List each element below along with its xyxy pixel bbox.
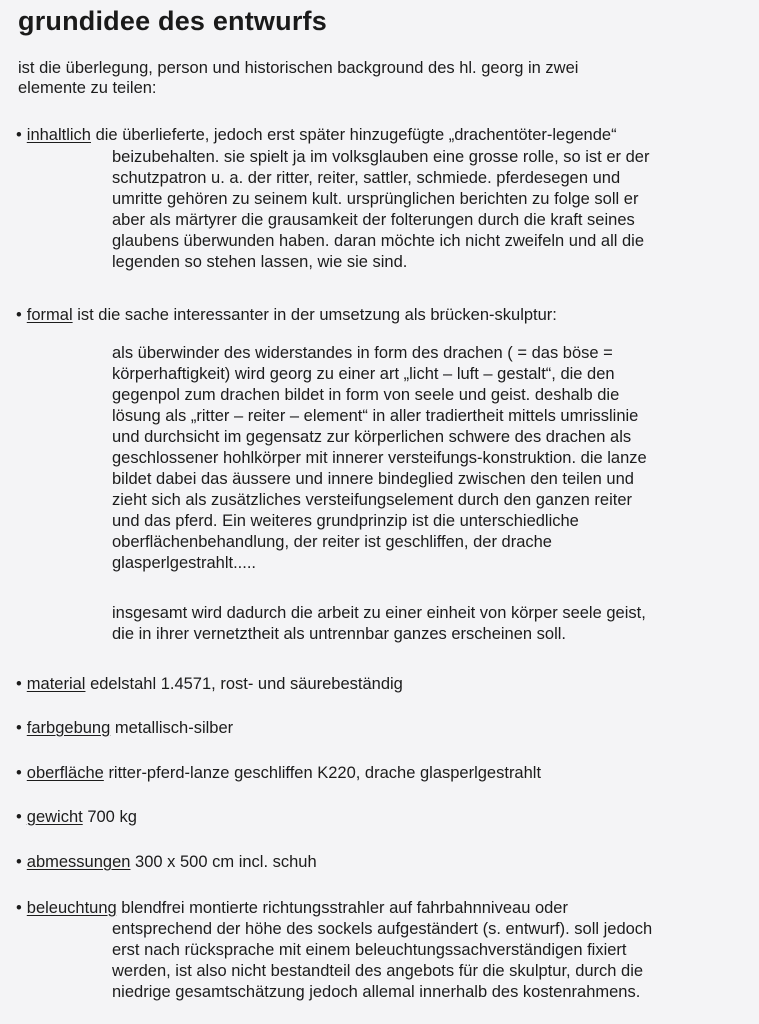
- body-line: als überwinder des widerstandes in form des drachen ( = das böse =: [112, 344, 613, 362]
- beleuchtung-first-line: blendfrei montierte richtungsstrahler auf fahrbahnniveau oder: [121, 899, 568, 917]
- keyword-beleuchtung: beleuchtung: [26, 899, 117, 917]
- keyword-farbgebung: farbgebung: [26, 719, 111, 737]
- body-line: oberflächenbehandlung, der reiter ist geschliffen, der drache: [112, 533, 552, 551]
- keyword-material: material: [26, 675, 86, 693]
- body-line: gegenpol zum drachen bildet in form von seele und geist. deshalb die: [112, 386, 620, 404]
- keyword-abmessungen: abmessungen: [26, 853, 131, 871]
- formal-paragraph-1: [112, 343, 742, 574]
- bullet-dot-icon: •: [16, 764, 22, 782]
- keyword-inhaltlich: inhaltlich: [26, 126, 91, 144]
- bullet-dot-icon: •: [16, 306, 22, 324]
- formal-first-line: ist die sache interessanter in der umsetzung als brücken-skulptur:: [77, 306, 557, 324]
- body-line: umritte gehören zu seinem kult. ursprünglichen berichten zu folge soll er: [112, 190, 639, 208]
- body-line: und durchsicht im gegensatz zur körperlichen schwere des drachen als: [112, 428, 632, 446]
- body-line: und das pferd. Ein weiteres grundprinzip ist die unterschiedliche: [112, 512, 579, 530]
- spec-value: edelstahl 1.4571, rost- und säurebeständig: [90, 675, 403, 693]
- bullet-inhaltlich: [16, 125, 617, 145]
- body-line: körperhaftigkeit) wird georg zu einer art „licht – luft – gestalt“, die den: [112, 365, 615, 383]
- keyword-gewicht: gewicht: [26, 808, 83, 826]
- body-line: zieht sich als zusätzliches versteifungselement durch den ganzen reiter: [112, 491, 633, 509]
- inhaltlich-first-line: die überlieferte, jedoch erst später hinzugefügte „drachentöter-legende“: [95, 126, 617, 144]
- body-line: schutzpatron u. a. der ritter, reiter, sattler, schmiede. pferdesegen und: [112, 169, 621, 187]
- body-line: niedrige gesamtschätzung jedoch allemal innerhalb des kostenrahmens.: [112, 983, 641, 1001]
- body-line: werden, ist also nicht bestandteil des angebots für die skulptur, durch die: [112, 962, 644, 980]
- body-line: insgesamt wird dadurch die arbeit zu einer einheit von körper seele geist,: [112, 604, 646, 622]
- body-line: legenden so stehen lassen, wie sie sind.: [112, 253, 408, 271]
- body-line: lösung als „ritter – reiter – element“ in aller tradiertheit mittels umrisslinie: [112, 407, 639, 425]
- inhaltlich-body: [112, 147, 742, 273]
- body-line: bildet dabei das äussere und innere bindeglied zwischen den teilen und: [112, 470, 634, 488]
- spec-gewicht: [16, 807, 137, 827]
- keyword-oberflaeche: oberfläche: [26, 764, 104, 782]
- body-line: die in ihrer vernetztheit als untrennbar ganzes erscheinen soll.: [112, 625, 567, 643]
- bullet-dot-icon: •: [16, 675, 22, 693]
- body-line: erst nach rücksprache mit einem beleuchtungssachverständigen fixiert: [112, 941, 627, 959]
- beleuchtung-body: [112, 919, 742, 1003]
- bullet-beleuchtung: [16, 898, 568, 918]
- body-line: entsprechend der höhe des sockels aufgeständert (s. entwurf). soll jedoch: [112, 920, 653, 938]
- formal-paragraph-2: [112, 603, 742, 645]
- intro-line: elemente zu teilen:: [18, 79, 157, 97]
- bullet-dot-icon: •: [16, 853, 22, 871]
- spec-value: 700 kg: [87, 808, 137, 826]
- page-title: grundidee des entwurfs: [18, 6, 327, 36]
- spec-farbgebung: [16, 718, 233, 738]
- body-line: glaubens überwunden haben. daran möchte ich nicht zweifeln und all die: [112, 232, 645, 250]
- bullet-dot-icon: •: [16, 899, 22, 917]
- bullet-formal: [16, 305, 557, 325]
- spec-value: metallisch-silber: [114, 719, 234, 737]
- keyword-formal: formal: [26, 306, 73, 324]
- intro-paragraph: [18, 58, 748, 98]
- body-line: glasperlgestrahlt.....: [112, 554, 256, 572]
- bullet-dot-icon: •: [16, 126, 22, 144]
- spec-oberflaeche: [16, 763, 541, 783]
- body-line: aber als märtyrer die grausamkeit der folterungen durch die kraft seines: [112, 211, 635, 229]
- spec-value: 300 x 500 cm incl. schuh: [135, 853, 317, 871]
- body-line: beizubehalten. sie spielt ja im volksglauben eine grosse rolle, so ist er der: [112, 148, 650, 166]
- spec-value: ritter-pferd-lanze geschliffen K220, drache glasperlgestrahlt: [108, 764, 542, 782]
- intro-line: ist die überlegung, person und historischen background des hl. georg in zwei: [18, 59, 579, 77]
- bullet-dot-icon: •: [16, 808, 22, 826]
- spec-material: [16, 674, 403, 694]
- body-line: geschlossener hohlkörper mit innerer versteifungs-konstruktion. die lanze: [112, 449, 647, 467]
- bullet-dot-icon: •: [16, 719, 22, 737]
- spec-abmessungen: [16, 852, 317, 872]
